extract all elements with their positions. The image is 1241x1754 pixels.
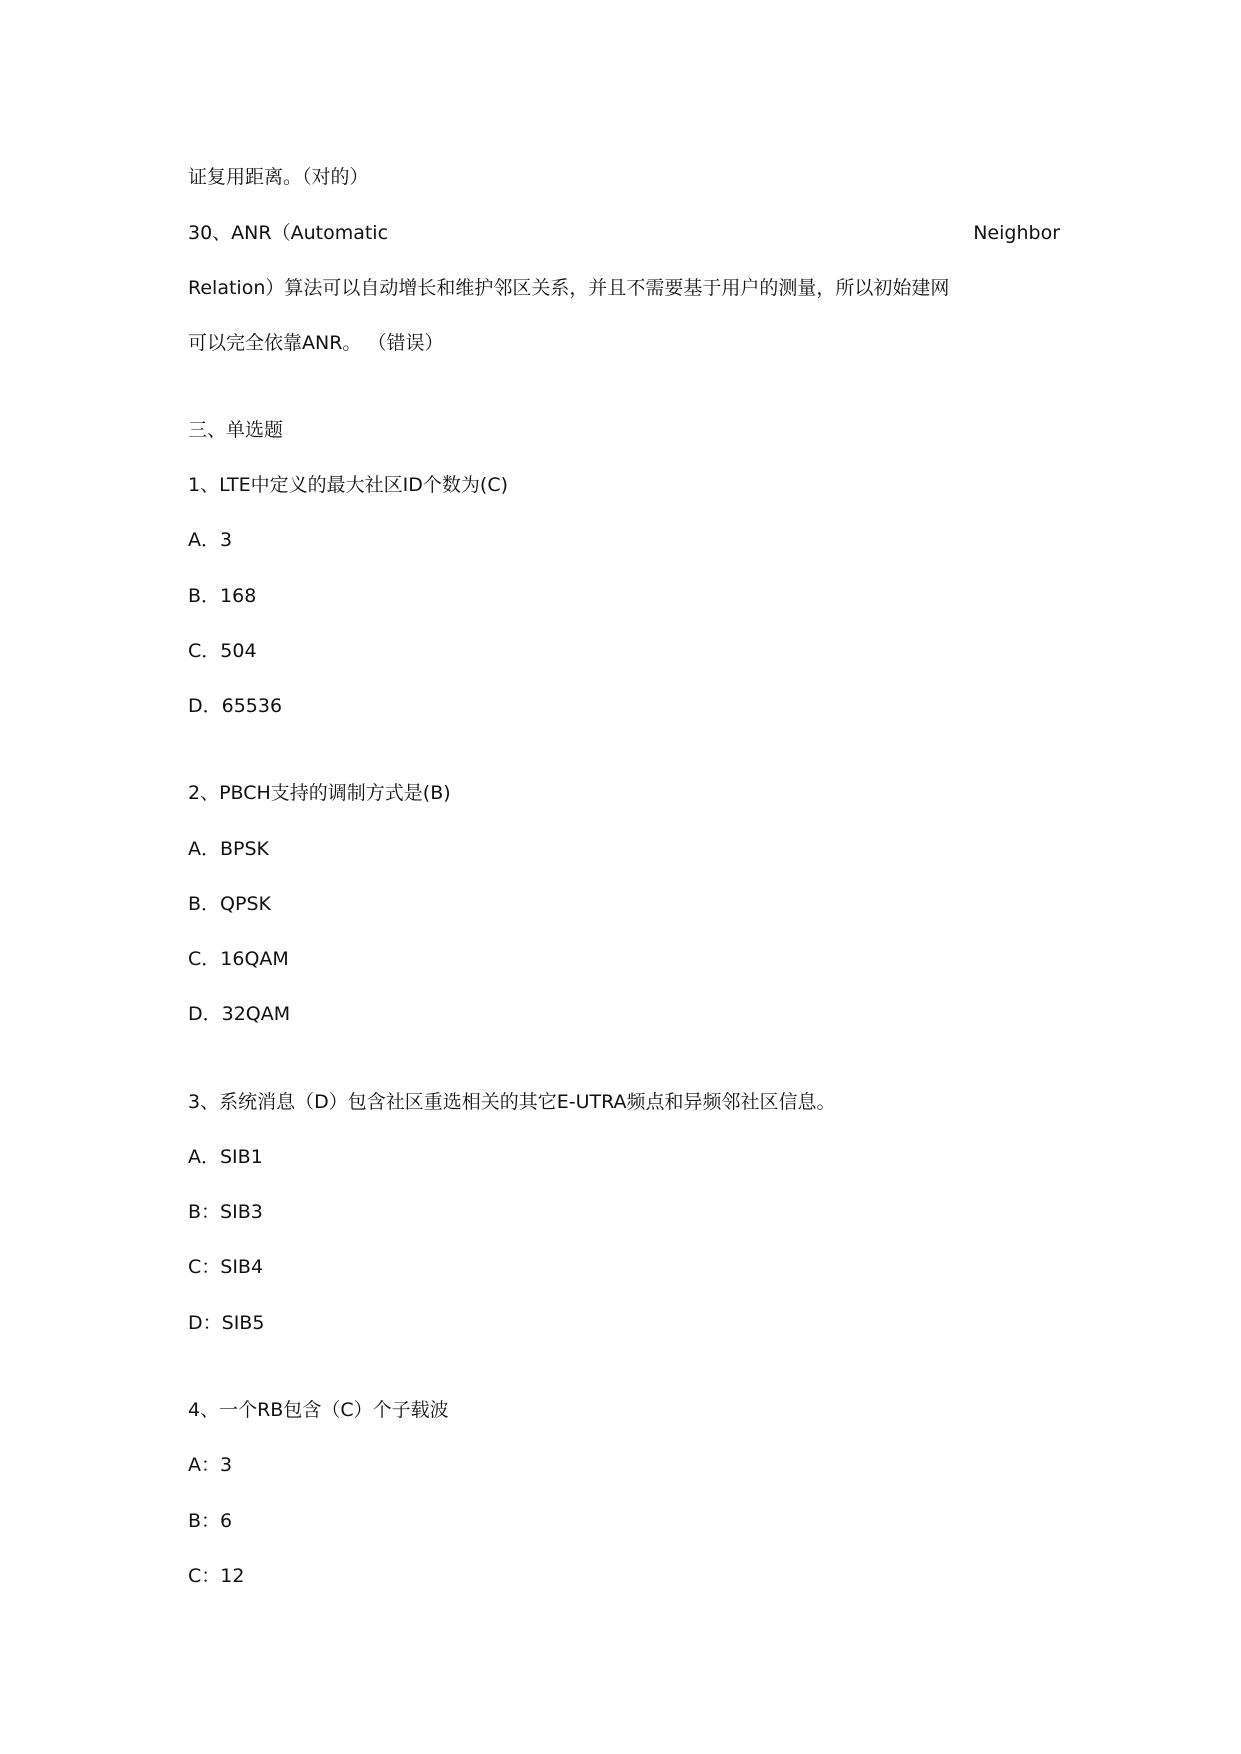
paragraph-line: 证复用距离。（对的）: [188, 166, 369, 188]
answer-option: A：3: [188, 1454, 233, 1476]
answer-option: A．3: [188, 529, 233, 551]
answer-option: B：6: [188, 1510, 233, 1532]
answer-option: C．16QAM: [188, 948, 289, 970]
question-stem: 3、系统消息（D）包含社区重选相关的其它E-UTRA频点和异频邻社区信息。: [188, 1091, 836, 1113]
section-title: 三、单选题: [188, 419, 284, 441]
question-30-text-right: Neighbor: [973, 222, 1060, 244]
question-stem: 4、一个RB包含（C）个子载波: [188, 1399, 449, 1421]
question-30-line2: Relation）算法可以自动增长和维护邻区关系，并且不需要基于用户的测量，所以初始建网: [188, 277, 950, 299]
answer-option: D：SIB5: [188, 1312, 265, 1334]
question-stem: 2、PBCH支持的调制方式是(B): [188, 782, 451, 804]
answer-option: C．504: [188, 640, 257, 662]
question-stem: 1、LTE中定义的最大社区ID个数为(C): [188, 474, 508, 496]
answer-option: A．SIB1: [188, 1146, 263, 1168]
answer-option: A．BPSK: [188, 838, 270, 860]
answer-option: C：SIB4: [188, 1256, 264, 1278]
answer-option: B：SIB3: [188, 1201, 263, 1223]
question-30-text-left: 30、ANR（Automatic: [188, 222, 389, 244]
answer-option: D．32QAM: [188, 1003, 291, 1025]
question-30-line3: 可以完全依靠ANR。 （错误）: [188, 332, 444, 354]
answer-option: C：12: [188, 1565, 245, 1587]
answer-option: B．168: [188, 585, 257, 607]
answer-option: B．QPSK: [188, 893, 271, 915]
answer-option: D．65536: [188, 695, 283, 717]
question-30-line1: [188, 220, 1060, 246]
